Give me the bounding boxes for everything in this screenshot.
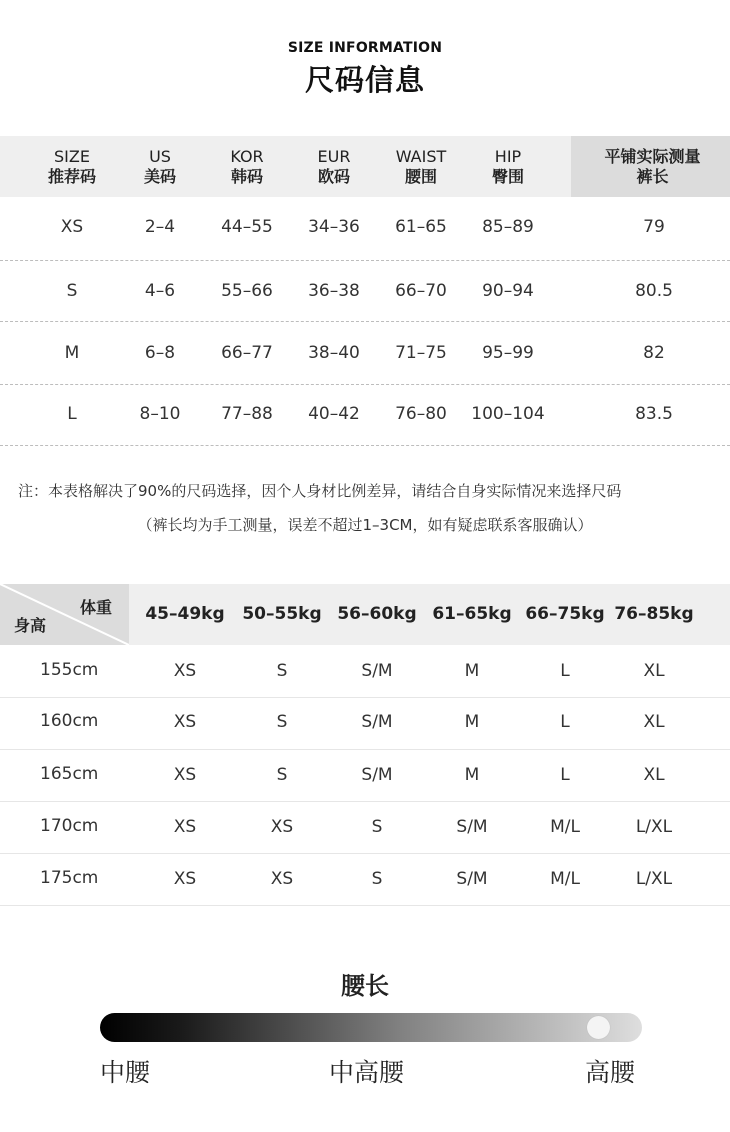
row-divider [0, 697, 730, 698]
fit-size-cell: XS [173, 712, 197, 732]
size-table-cell: 40–42 [308, 404, 360, 424]
size-table-cell: 8–10 [139, 404, 181, 424]
weight-header: 61–65kg [432, 604, 512, 624]
size-table-cell: 55–66 [221, 281, 273, 301]
height-label: 165cm [40, 764, 99, 784]
row-divider [0, 853, 730, 854]
waist-label-high: 高腰 [585, 1058, 636, 1087]
size-table-cell: 77–88 [221, 404, 273, 424]
title-en: SIZE INFORMATION [287, 40, 443, 56]
size-table-cell: M [64, 343, 80, 363]
header-kor: KOR 韩码 [230, 147, 264, 186]
size-table-cell: 4–6 [144, 281, 176, 301]
fit-size-cell: L/XL [635, 869, 673, 889]
fit-size-cell: S/M [361, 661, 393, 681]
size-table-cell: 76–80 [395, 404, 447, 424]
size-table-cell: 79 [643, 217, 665, 237]
waist-length-gradient-bar [100, 1013, 642, 1042]
fit-size-cell: S [276, 712, 288, 732]
waist-length-indicator [587, 1016, 610, 1039]
fit-size-cell: L [560, 765, 570, 785]
size-table-cell: 44–55 [221, 217, 273, 237]
size-table-cell: L [67, 404, 77, 424]
fit-size-cell: XS [270, 869, 294, 889]
fit-size-cell: S/M [361, 765, 393, 785]
fit-size-cell: XL [643, 661, 665, 681]
fit-size-cell: S/M [361, 712, 393, 732]
fit-size-cell: S [276, 661, 288, 681]
title-cn: 尺码信息 [304, 63, 425, 97]
fit-size-cell: S [371, 817, 383, 837]
weight-header: 66–75kg [525, 604, 605, 624]
fit-size-cell: L [560, 712, 570, 732]
size-table-cell: 2–4 [144, 217, 176, 237]
note-line-2: （裤长均为手工测量，误差不超过1–3CM，如有疑虑联系客服确认） [137, 516, 593, 534]
fit-size-cell: S [276, 765, 288, 785]
size-table-cell: 66–77 [221, 343, 273, 363]
header-length: 平铺实际测量 裤长 [604, 147, 701, 186]
row-divider [0, 905, 730, 906]
fit-size-cell: M [464, 712, 480, 732]
size-table-cell: 36–38 [308, 281, 360, 301]
size-table-cell: 85–89 [482, 217, 534, 237]
row-divider [0, 801, 730, 802]
height-label: 155cm [40, 660, 99, 680]
fit-size-cell: M/L [550, 869, 580, 889]
row-divider [0, 749, 730, 750]
fit-size-cell: XS [173, 765, 197, 785]
size-table-cell: 90–94 [482, 281, 534, 301]
fit-table-corner [0, 584, 129, 645]
size-table-cell: 61–65 [395, 217, 447, 237]
size-table-cell: 100–104 [471, 404, 545, 424]
fit-size-cell: XS [270, 817, 294, 837]
fit-size-cell: L/XL [635, 817, 673, 837]
row-divider [0, 260, 730, 261]
waist-length-title: 腰长 [341, 972, 389, 1000]
height-label: 160cm [40, 711, 99, 731]
size-table-cell: 38–40 [308, 343, 360, 363]
size-table-cell: 80.5 [635, 281, 673, 301]
row-divider [0, 445, 730, 446]
header-hip: HIP 臀围 [491, 147, 524, 186]
weight-header: 45–49kg [145, 604, 225, 624]
size-table-cell: XS [60, 217, 84, 237]
size-table-cell: 71–75 [395, 343, 447, 363]
size-table-cell: 83.5 [635, 404, 673, 424]
size-table-cell: 66–70 [395, 281, 447, 301]
weight-header: 50–55kg [242, 604, 322, 624]
row-divider [0, 384, 730, 385]
fit-size-cell: S/M [456, 817, 488, 837]
height-label: 175cm [40, 868, 99, 888]
header-waist: WAIST 腰围 [395, 147, 447, 186]
fit-size-cell: XS [173, 869, 197, 889]
size-table-cell: 82 [643, 343, 665, 363]
fit-size-cell: XL [643, 765, 665, 785]
size-table-cell: 95–99 [482, 343, 534, 363]
row-divider [0, 321, 730, 322]
fit-size-cell: S/M [456, 869, 488, 889]
weight-header: 56–60kg [337, 604, 417, 624]
fit-size-cell: XS [173, 661, 197, 681]
corner-weight-label: 体重 [80, 598, 113, 617]
fit-size-cell: XL [643, 712, 665, 732]
fit-size-cell: L [560, 661, 570, 681]
note-line-1: 注：本表格解决了90%的尺码选择，因个人身材比例差异，请结合自身实际情况来选择尺码 [18, 482, 622, 500]
fit-size-cell: M/L [550, 817, 580, 837]
fit-size-cell: M [464, 661, 480, 681]
header-size: SIZE 推荐码 [47, 147, 96, 186]
height-label: 170cm [40, 816, 99, 836]
fit-size-cell: M [464, 765, 480, 785]
weight-header: 76–85kg [614, 604, 694, 624]
corner-height-label: 身高 [14, 616, 47, 635]
size-table-cell: S [66, 281, 78, 301]
waist-label-mid: 中腰 [100, 1058, 151, 1087]
header-eur: EUR 欧码 [317, 147, 351, 186]
waist-label-mid-high: 中高腰 [329, 1058, 405, 1087]
fit-size-cell: S [371, 869, 383, 889]
fit-size-cell: XS [173, 817, 197, 837]
size-table-cell: 6–8 [144, 343, 176, 363]
header-us: US 美码 [143, 147, 176, 186]
size-table-cell: 34–36 [308, 217, 360, 237]
